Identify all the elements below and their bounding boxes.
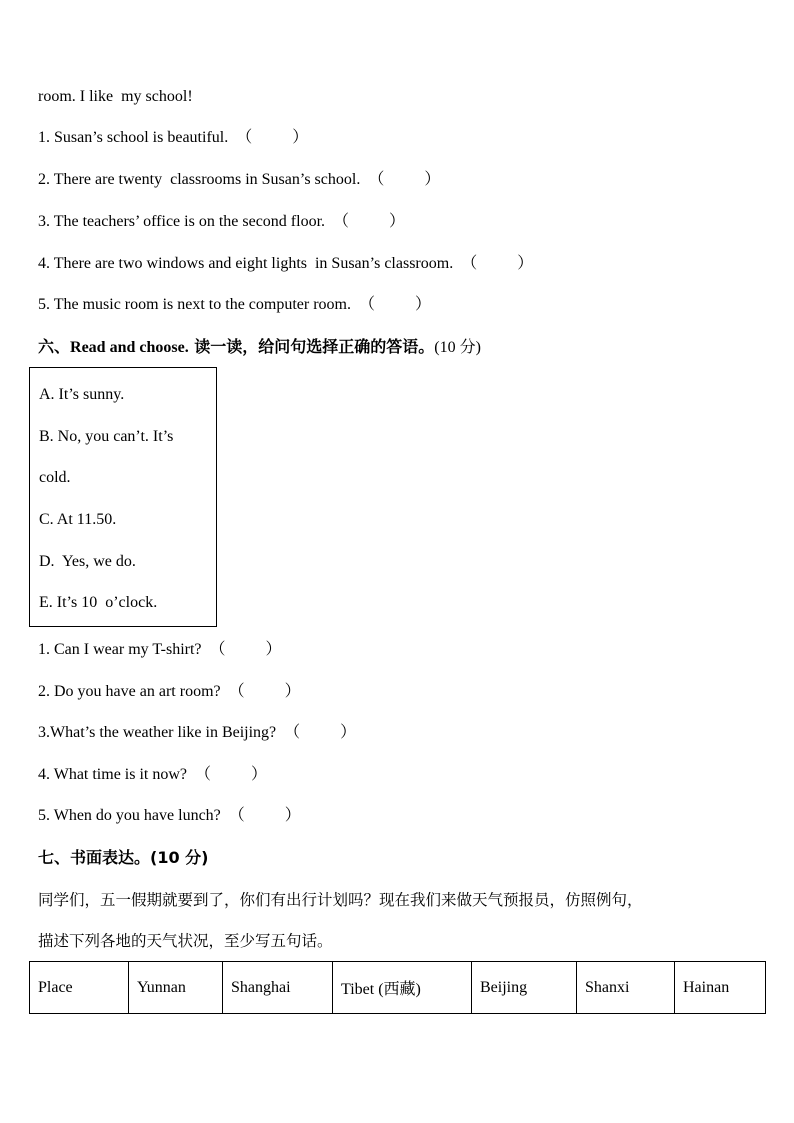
section-7-heading: 七、书面表达。(10 分): [38, 848, 209, 867]
option-b: B. No, you can’t. It’s: [39, 428, 174, 445]
options-box: [29, 367, 217, 627]
option-c: C. At 11.50.: [39, 511, 117, 528]
choose-question-3: 3.What’s the weather like in Beijing? （ ）: [38, 724, 357, 741]
answer-blank[interactable]: （ ）: [228, 807, 301, 824]
answer-blank[interactable]: （ ）: [236, 129, 309, 146]
table-header-cell: Shanghai: [223, 962, 333, 1014]
answer-blank[interactable]: （ ）: [209, 641, 282, 658]
answer-blank[interactable]: （ ）: [368, 171, 441, 188]
table-row: [30, 962, 766, 1014]
section-7-instruction-2: 描述下列各地的天气状况，至少写五句话。: [38, 932, 333, 950]
reading-question-3: 3. The teachers’ office is on the second floor. （ ）: [38, 213, 406, 230]
reading-question-5: 5. The music room is next to the computer room. （ ）: [38, 296, 431, 313]
answer-blank[interactable]: （ ）: [228, 683, 301, 700]
reading-question-2: 2. There are twenty classrooms in Susan’s school. （ ）: [38, 171, 441, 188]
section-6-heading: 六、Read and choose. 读一读，给问句选择正确的答语。(10 分): [38, 337, 481, 356]
choose-question-4: 4. What time is it now? （ ）: [38, 766, 268, 783]
choose-question-2: 2. Do you have an art room? （ ）: [38, 683, 301, 700]
table-header-cell: Place: [30, 962, 129, 1014]
weather-table: [29, 961, 766, 1014]
answer-blank[interactable]: （ ）: [195, 766, 268, 783]
reading-question-4: 4. There are two windows and eight lights in Susan’s classroom. （ ）: [38, 255, 534, 272]
option-d: D. Yes, we do.: [39, 553, 136, 570]
option-b-continued: cold.: [39, 469, 71, 486]
table-header-cell: Hainan: [675, 962, 766, 1014]
option-e: E. It’s 10 o’clock.: [39, 594, 158, 611]
section-7-instruction-1: 同学们，五一假期就要到了，你们有出行计划吗？现在我们来做天气预报员，仿照例句，: [38, 891, 643, 909]
answer-blank[interactable]: （ ）: [358, 296, 431, 313]
answer-blank[interactable]: （ ）: [461, 255, 534, 272]
table-header-cell: Tibet (西藏): [333, 962, 472, 1014]
table-header-cell: Yunnan: [129, 962, 223, 1014]
answer-blank[interactable]: （ ）: [284, 724, 357, 741]
choose-question-5: 5. When do you have lunch? （ ）: [38, 807, 301, 824]
answer-blank[interactable]: （ ）: [333, 213, 406, 230]
reading-tail-text: room. I like my school!: [38, 88, 193, 105]
reading-question-1: 1. Susan’s school is beautiful. （ ）: [38, 129, 309, 146]
table-header-cell: Shanxi: [577, 962, 675, 1014]
table-header-cell: Beijing: [472, 962, 577, 1014]
option-a: A. It’s sunny.: [39, 386, 125, 403]
choose-question-1: 1. Can I wear my T-shirt? （ ）: [38, 641, 282, 658]
